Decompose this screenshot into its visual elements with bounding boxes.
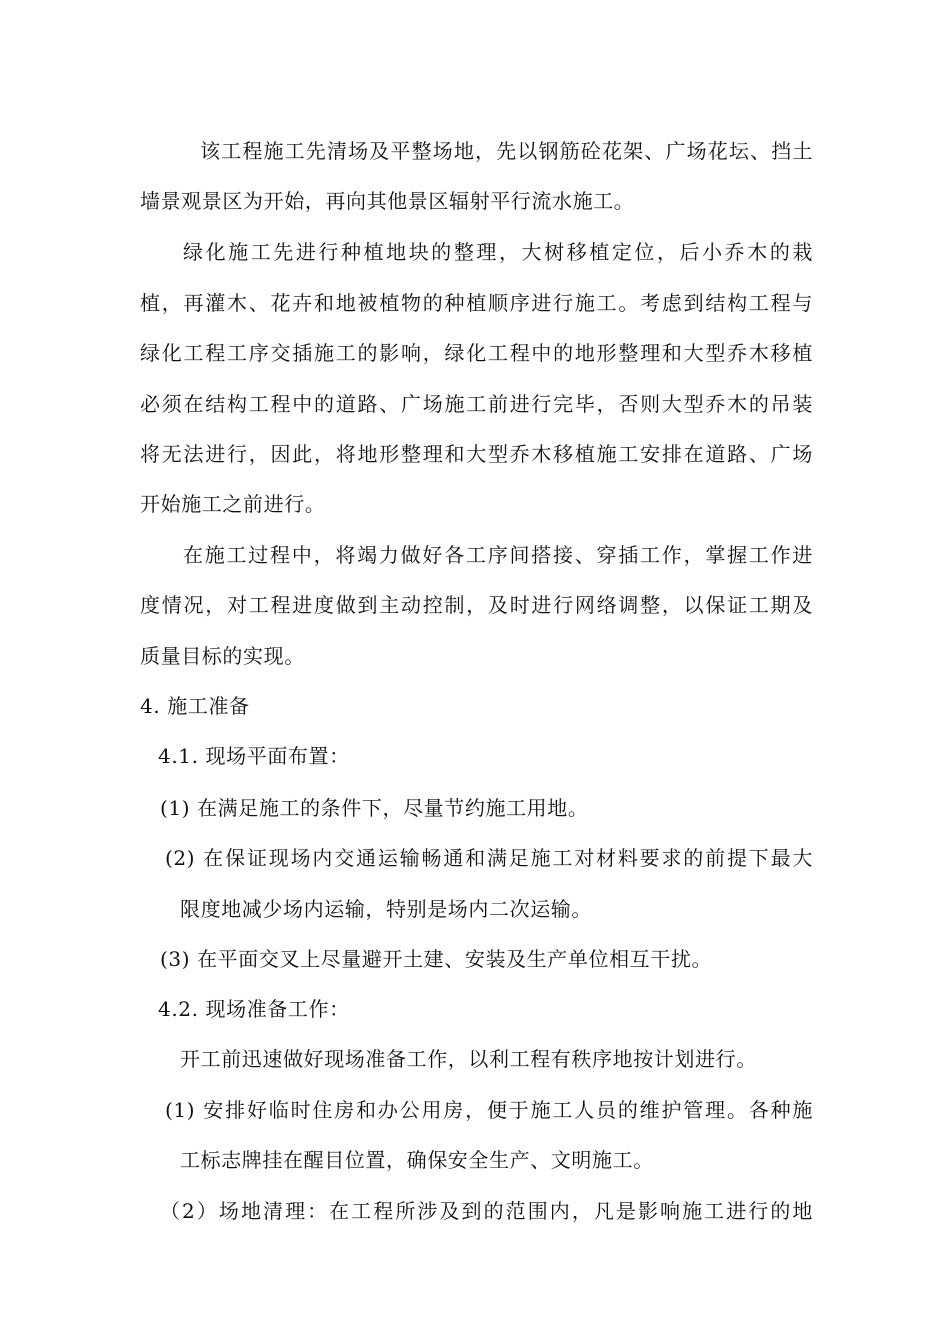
section-heading (140, 690, 250, 719)
heading-text: 4. 施工准备 (140, 694, 250, 718)
text-line: (2) 在保证现场内交通运输畅通和满足施工对材料要求的前提下最大 (165, 846, 813, 870)
text-line: (1) 在满足施工的条件下，尽量节约施工用地。 (160, 796, 589, 820)
paragraph-line (140, 488, 325, 517)
list-item-continuation (180, 893, 592, 922)
paragraph-line (183, 539, 813, 568)
text-line: 该工程施工先清场及平整场地，先以钢筋砼花架、广场花坛、挡土 (200, 139, 813, 163)
text-line: 度情况，对工程进度做到主动控制，及时进行网络调整，以保证工期及 (140, 593, 813, 617)
paragraph-line (140, 589, 813, 618)
text-line: 绿化工程工序交插施工的影响，绿化工程中的地形整理和大型乔木移植 (140, 341, 813, 365)
paragraph-line (140, 438, 813, 467)
list-item (160, 1195, 813, 1224)
text-line: (3) 在平面交叉上尽量避开土建、安装及生产单位相互干扰。 (160, 947, 713, 971)
paragraph-line (140, 337, 813, 366)
heading-text: 4.1. 现场平面布置： (158, 744, 350, 768)
text-line: 必须在结构工程中的道路、广场施工前进行完毕，否则大型乔木的吊装 (140, 392, 813, 416)
text-line: 开工前迅速做好现场准备工作，以利工程有秩序地按计划进行。 (180, 1047, 757, 1071)
list-item (165, 842, 813, 871)
list-item (165, 1094, 813, 1123)
subsection-heading (158, 993, 350, 1022)
text-line: 限度地减少场内运输，特别是场内二次运输。 (180, 897, 592, 921)
text-line: 在施工过程中，将竭力做好各工序间搭接、穿插工作，掌握工作进 (183, 543, 813, 567)
list-item-continuation (180, 1144, 654, 1173)
paragraph-line (183, 236, 813, 265)
text-line: 开始施工之前进行。 (140, 492, 326, 516)
text-line: 工标志牌挂在醒目位置，确保安全生产、文明施工。 (180, 1148, 654, 1172)
text-line: 将无法进行，因此，将地形整理和大型乔木移植施工安排在道路、广场 (140, 442, 813, 466)
text-line: （2）场地清理：在工程所涉及到的范围内，凡是影响施工进行的地 (160, 1199, 813, 1223)
list-item (160, 792, 589, 821)
text-line: (1) 安排好临时住房和办公用房，便于施工人员的维护管理。各种施 (165, 1098, 813, 1122)
text-line: 质量目标的实现。 (140, 644, 305, 668)
paragraph-line (180, 1043, 757, 1072)
paragraph-line (140, 640, 305, 669)
text-line: 植，再灌木、花卉和地被植物的种植顺序进行施工。考虑到结构工程与 (140, 291, 813, 315)
list-item (160, 943, 712, 972)
subsection-heading (158, 740, 350, 769)
paragraph-line (140, 388, 813, 417)
text-line: 绿化施工先进行种植地块的整理，大树移植定位，后小乔木的栽 (183, 240, 813, 264)
paragraph-line (200, 135, 813, 164)
heading-text: 4.2. 现场准备工作： (158, 997, 350, 1021)
text-line: 墙景观景区为开始，再向其他景区辐射平行流水施工。 (140, 189, 635, 213)
paragraph-line (140, 185, 634, 214)
paragraph-line (140, 287, 813, 316)
